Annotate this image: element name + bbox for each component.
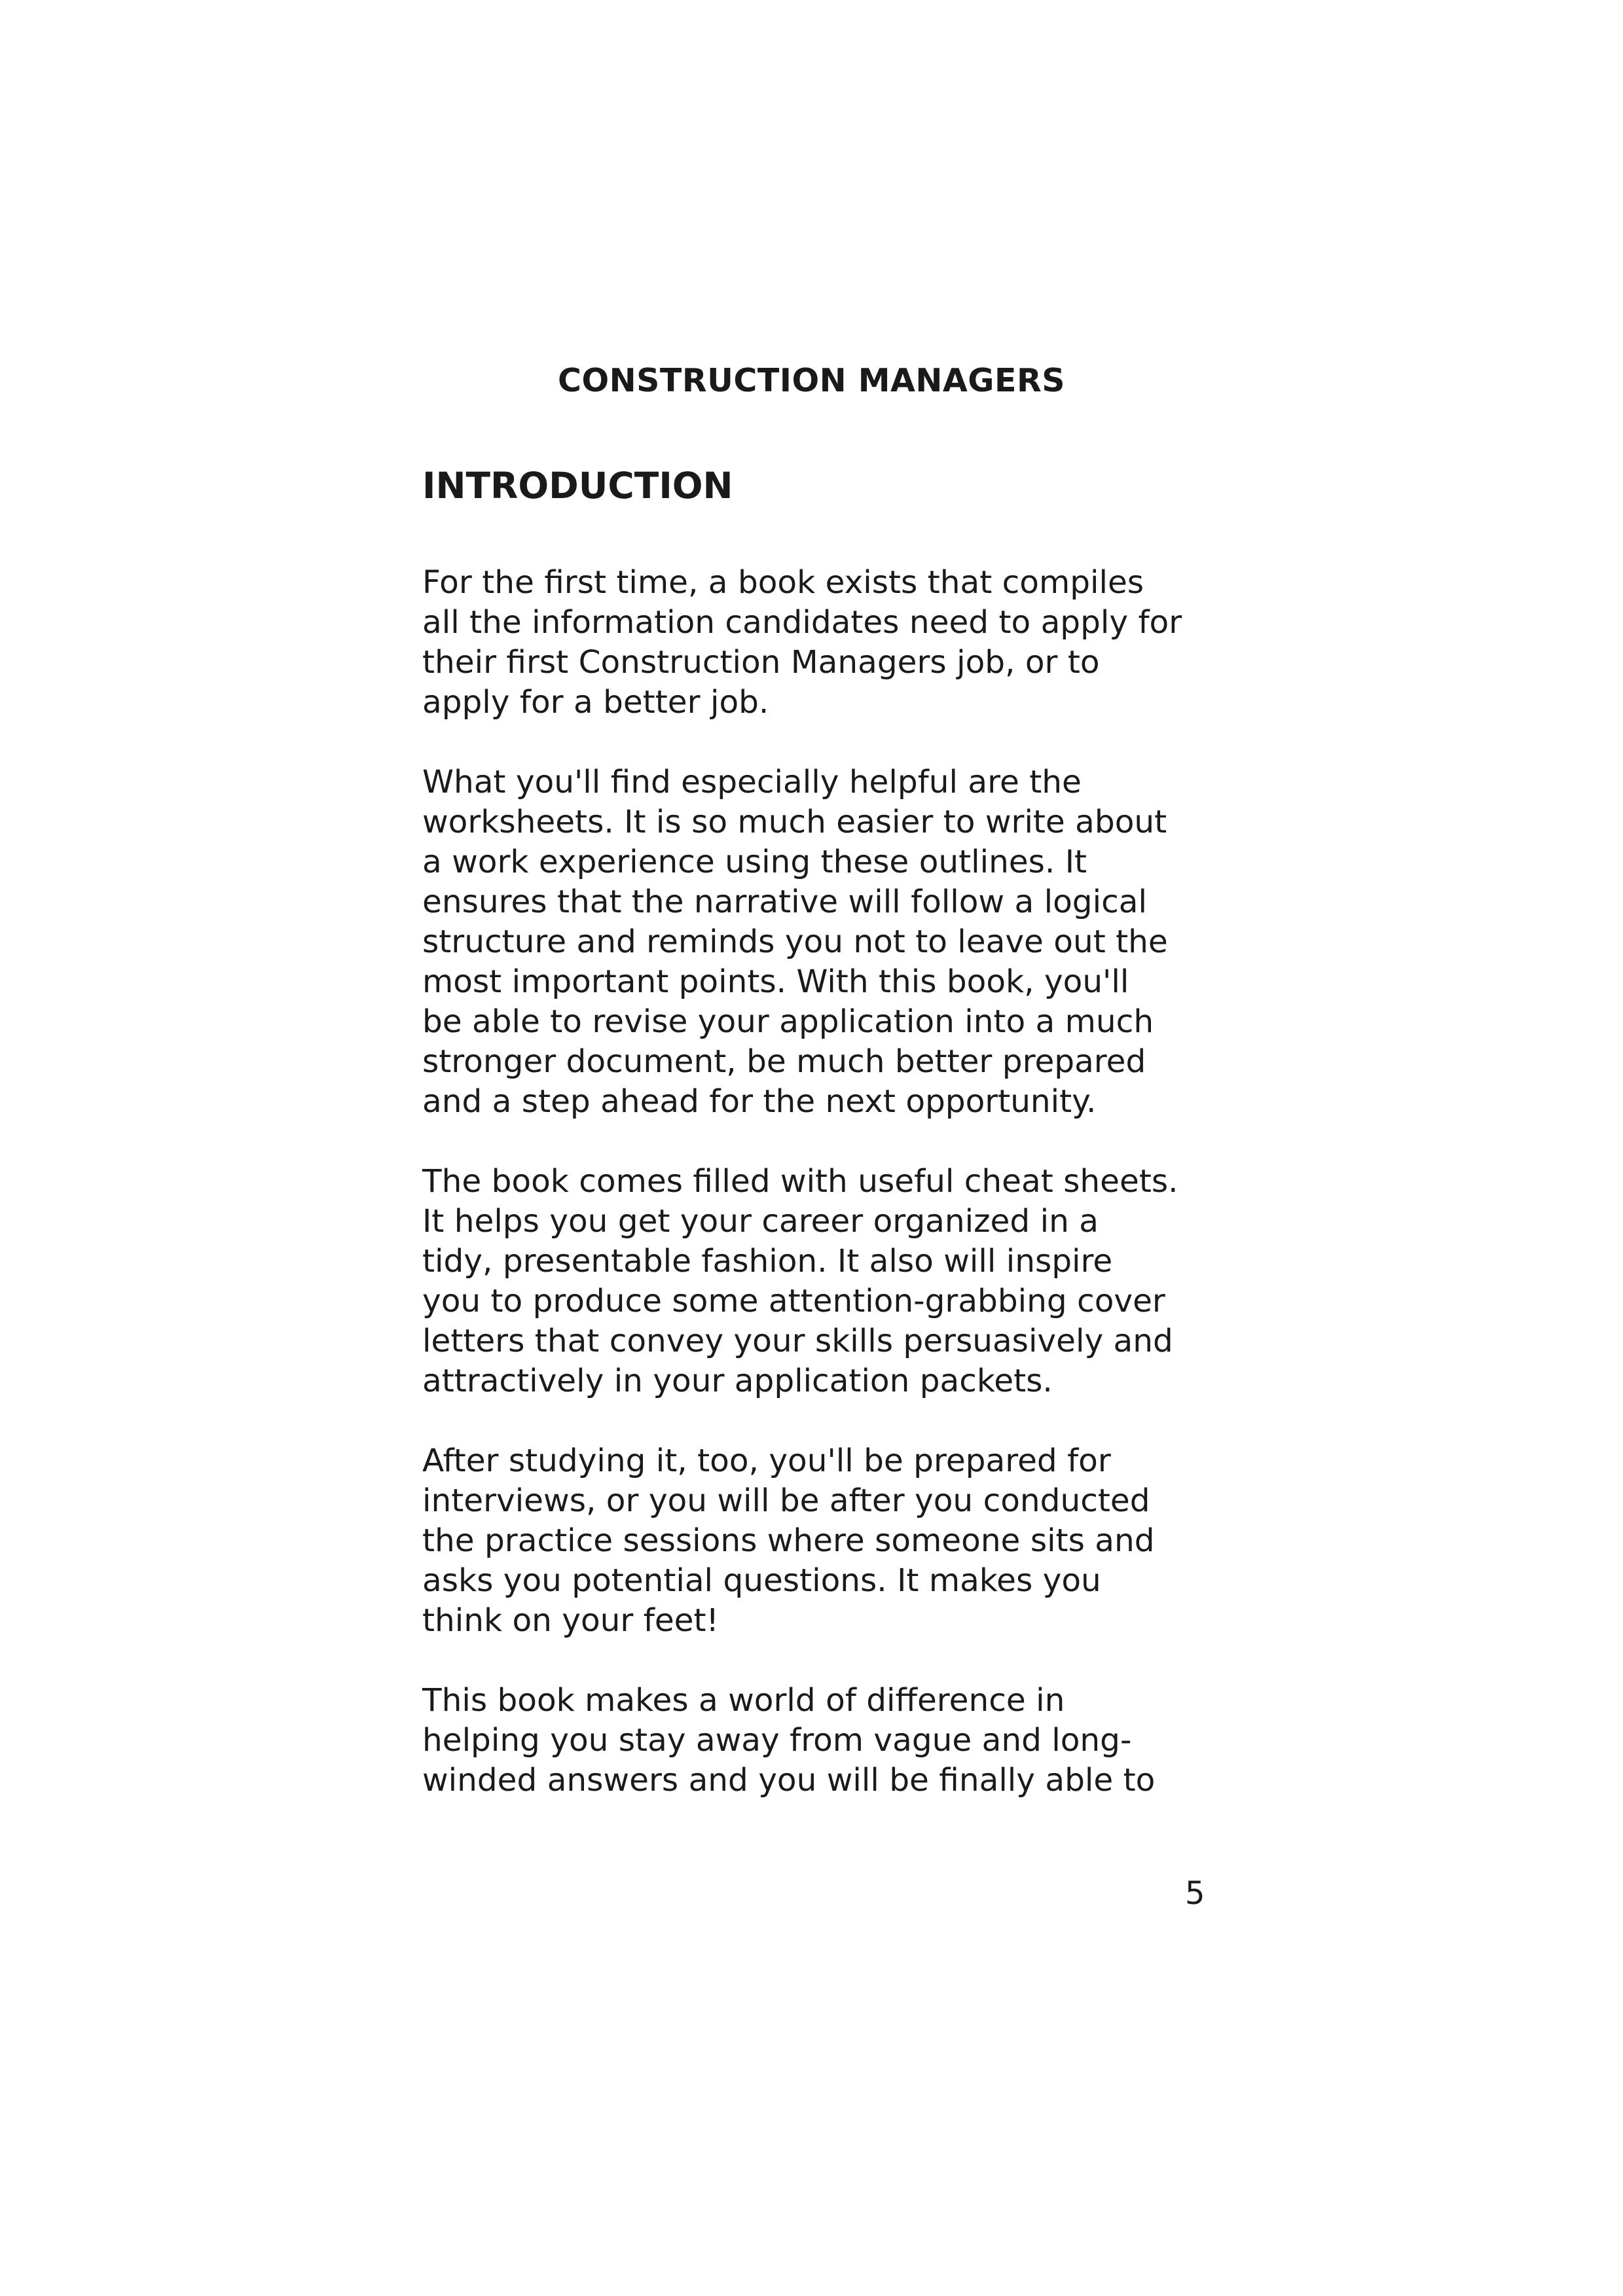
text-line: After studying it, too, you'll be prepared for <box>422 1443 1111 1479</box>
text-line: stronger document, be much better prepared <box>422 1043 1146 1080</box>
text-line: For the first time, a book exists that compiles <box>422 564 1144 601</box>
paragraph <box>422 563 1247 723</box>
text-line: interviews, or you will be after you conducted <box>422 1482 1150 1519</box>
text-line: This book makes a world of difference in <box>422 1682 1065 1719</box>
text-line: tidy, presentable fashion. It also will inspire <box>422 1243 1113 1280</box>
text-line: structure and reminds you not to leave out the <box>422 924 1168 960</box>
text-line: attractively in your application packets. <box>422 1363 1053 1399</box>
text-line: apply for a better job. <box>422 684 769 721</box>
text-line: a work experience using these outlines. It <box>422 844 1087 880</box>
text-line: most important points. With this book, you'll <box>422 963 1129 1000</box>
text-line: all the information candidates need to apply for <box>422 604 1182 641</box>
text-line: think on your feet! <box>422 1602 719 1639</box>
text-line: letters that convey your skills persuasively and <box>422 1323 1173 1359</box>
page-number: 5 <box>1185 1875 1205 1912</box>
text-line: What you'll find especially helpful are the <box>422 764 1082 800</box>
text-line: asks you potential questions. It makes you <box>422 1562 1101 1599</box>
text-line: be able to revise your application into a much <box>422 1003 1154 1040</box>
text-line: winded answers and you will be finally able to <box>422 1762 1156 1799</box>
paragraph <box>422 762 1247 1122</box>
text-line: worksheets. It is so much easier to write about <box>422 804 1167 840</box>
paragraph <box>422 1441 1247 1641</box>
text-line: It helps you get your career organized in a <box>422 1203 1099 1240</box>
body-text <box>422 563 1247 1840</box>
paragraph <box>422 1162 1247 1401</box>
text-line: and a step ahead for the next opportunity. <box>422 1083 1097 1120</box>
text-line: their first Construction Managers job, or to <box>422 644 1100 681</box>
text-line: the practice sessions where someone sits and <box>422 1522 1155 1559</box>
text-line: The book comes filled with useful cheat sheets. <box>422 1163 1178 1200</box>
running-head: CONSTRUCTION MANAGERS <box>558 362 1066 399</box>
chapter-title: INTRODUCTION <box>422 465 733 507</box>
paragraph <box>422 1681 1247 1801</box>
text-line: helping you stay away from vague and long- <box>422 1722 1132 1759</box>
text-line: you to produce some attention-grabbing cover <box>422 1283 1165 1319</box>
text-line: ensures that the narrative will follow a logical <box>422 884 1147 920</box>
